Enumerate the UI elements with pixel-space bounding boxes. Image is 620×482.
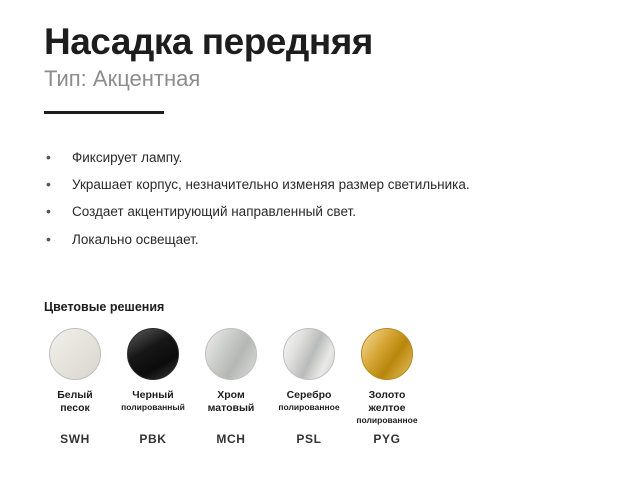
- color-swatch-mch[interactable]: [192, 328, 270, 425]
- color-circle-icon: [127, 328, 179, 380]
- color-name-line1: Черный: [132, 389, 174, 401]
- color-code: MCH: [216, 432, 246, 446]
- color-swatch-pbk[interactable]: [114, 328, 192, 425]
- color-swatch-swh[interactable]: [36, 328, 114, 425]
- color-code: PYG: [373, 432, 401, 446]
- list-item: • Локально освещает.: [44, 230, 576, 250]
- color-code: PBK: [139, 432, 167, 446]
- feature-list: [44, 148, 576, 249]
- color-name: [132, 389, 173, 402]
- color-name: [57, 389, 92, 415]
- divider: [44, 111, 164, 114]
- color-finish: полированное: [356, 414, 418, 425]
- color-circle-icon: [49, 328, 101, 380]
- color-swatch-pyg[interactable]: [348, 328, 426, 425]
- color-finish: полированное: [278, 401, 340, 412]
- color-swatch-psl[interactable]: [270, 328, 348, 425]
- color-name-line1: Белый: [57, 389, 93, 401]
- color-circle-icon: [205, 328, 257, 380]
- color-name-line1: Хром: [217, 389, 245, 401]
- color-name-line2: матовый: [207, 401, 255, 414]
- color-name-line1: Золото: [368, 389, 406, 401]
- color-name: [208, 389, 255, 415]
- list-item: • Украшает корпус, незначительно изменяя размер светильника.: [44, 175, 576, 195]
- colors-heading: Цветовые решения: [44, 300, 165, 314]
- color-code-row: [36, 432, 426, 446]
- color-name-line2: желтое: [368, 401, 406, 414]
- page-title: Насадка передняя: [44, 21, 373, 62]
- color-swatch-row: [36, 328, 426, 425]
- page-subtitle: Тип: Акцентная: [44, 65, 201, 91]
- color-code: SWH: [60, 432, 90, 446]
- color-circle-icon: [283, 328, 335, 380]
- color-circle-icon: [361, 328, 413, 380]
- color-name: [287, 389, 332, 402]
- color-name: [368, 389, 405, 415]
- color-name-line1: Серебро: [286, 389, 332, 401]
- list-item: • Создает акцентирующий направленный свет.: [44, 202, 576, 222]
- list-item: • Фиксирует лампу.: [44, 148, 576, 168]
- color-finish: полированный: [121, 401, 185, 412]
- color-code: PSL: [296, 432, 322, 446]
- color-name-line2: песок: [60, 401, 90, 414]
